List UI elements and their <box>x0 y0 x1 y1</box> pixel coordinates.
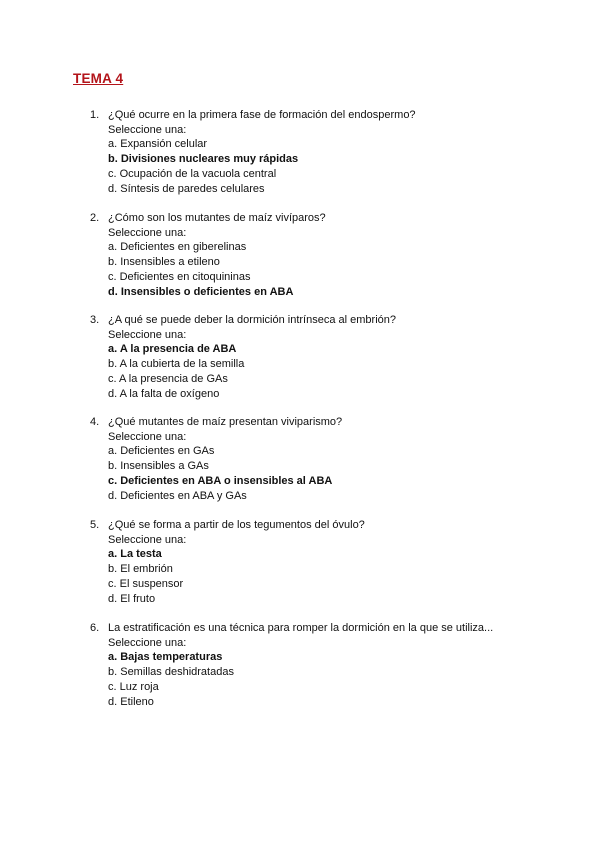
select-prompt: Seleccione una: <box>108 636 187 649</box>
answer-option: c. Deficientes en citoquininas <box>108 270 251 283</box>
question-item <box>90 415 560 503</box>
select-prompt: Seleccione una: <box>108 226 187 239</box>
answer-option: c. El suspensor <box>108 577 184 590</box>
question-item <box>90 518 560 606</box>
question-number: 5. <box>90 519 100 531</box>
question-header <box>90 621 560 636</box>
answer-option: b. Insensibles a etileno <box>108 256 220 269</box>
question-item <box>90 621 560 709</box>
select-prompt: Seleccione una: <box>108 123 187 136</box>
question-item <box>90 313 560 401</box>
answer-option-correct: d. Insensibles o deficientes en ABA <box>108 285 294 298</box>
answer-option: c. Ocupación de la vacuola central <box>108 167 277 180</box>
answer-option: b. Semillas deshidratadas <box>108 666 234 679</box>
answer-option: d. Síntesis de paredes celulares <box>108 182 265 195</box>
question-number: 1. <box>90 109 100 121</box>
question-text: La estratificación es una técnica para romper la dormición en la que se utiliza... <box>108 622 494 634</box>
select-prompt: Seleccione una: <box>108 533 187 546</box>
select-prompt: Seleccione una: <box>108 430 187 443</box>
answer-option: d. Etileno <box>108 695 154 708</box>
answer-option: b. A la cubierta de la semilla <box>108 358 245 371</box>
answer-option-correct: a. A la presencia de ABA <box>108 343 237 356</box>
answer-option: d. Deficientes en ABA y GAs <box>108 489 247 502</box>
answer-option: d. A la falta de oxígeno <box>108 387 220 400</box>
question-item <box>90 108 560 196</box>
question-text: ¿Cómo son los mutantes de maíz vivíparos? <box>108 212 326 224</box>
select-prompt: Seleccione una: <box>108 328 187 341</box>
question-item <box>90 211 560 299</box>
question-text: ¿A qué se puede deber la dormición intrínseca al embrión? <box>108 314 397 326</box>
question-number: 2. <box>90 212 100 224</box>
question-header <box>90 108 560 123</box>
question-text: ¿Qué se forma a partir de los tegumentos del óvulo? <box>108 519 365 531</box>
question-header <box>90 211 560 226</box>
answer-option: b. Insensibles a GAs <box>108 460 209 473</box>
answer-option-correct: a. Bajas temperaturas <box>108 651 223 664</box>
answer-option-correct: b. Divisiones nucleares muy rápidas <box>108 153 299 166</box>
answer-option: a. Deficientes en GAs <box>108 445 215 458</box>
question-header <box>90 415 560 430</box>
answer-option: b. El embrión <box>108 563 173 576</box>
question-text: ¿Qué ocurre en la primera fase de formación del endospermo? <box>108 109 416 121</box>
page-title: TEMA 4 <box>73 71 124 86</box>
answer-option-correct: c. Deficientes en ABA o insensibles al ABA <box>108 474 333 487</box>
question-text: ¿Qué mutantes de maíz presentan viviparismo? <box>108 416 343 428</box>
question-number: 3. <box>90 314 100 326</box>
answer-option: a. Expansión celular <box>108 138 208 151</box>
question-number: 4. <box>90 416 100 428</box>
question-header <box>90 313 560 328</box>
question-number: 6. <box>90 622 100 634</box>
answer-option-correct: a. La testa <box>108 548 162 561</box>
answer-option: a. Deficientes en giberelinas <box>108 241 247 254</box>
question-header <box>90 518 560 533</box>
answer-option: d. El fruto <box>108 592 156 605</box>
answer-option: c. Luz roja <box>108 680 159 693</box>
answer-option: c. A la presencia de GAs <box>108 372 228 385</box>
